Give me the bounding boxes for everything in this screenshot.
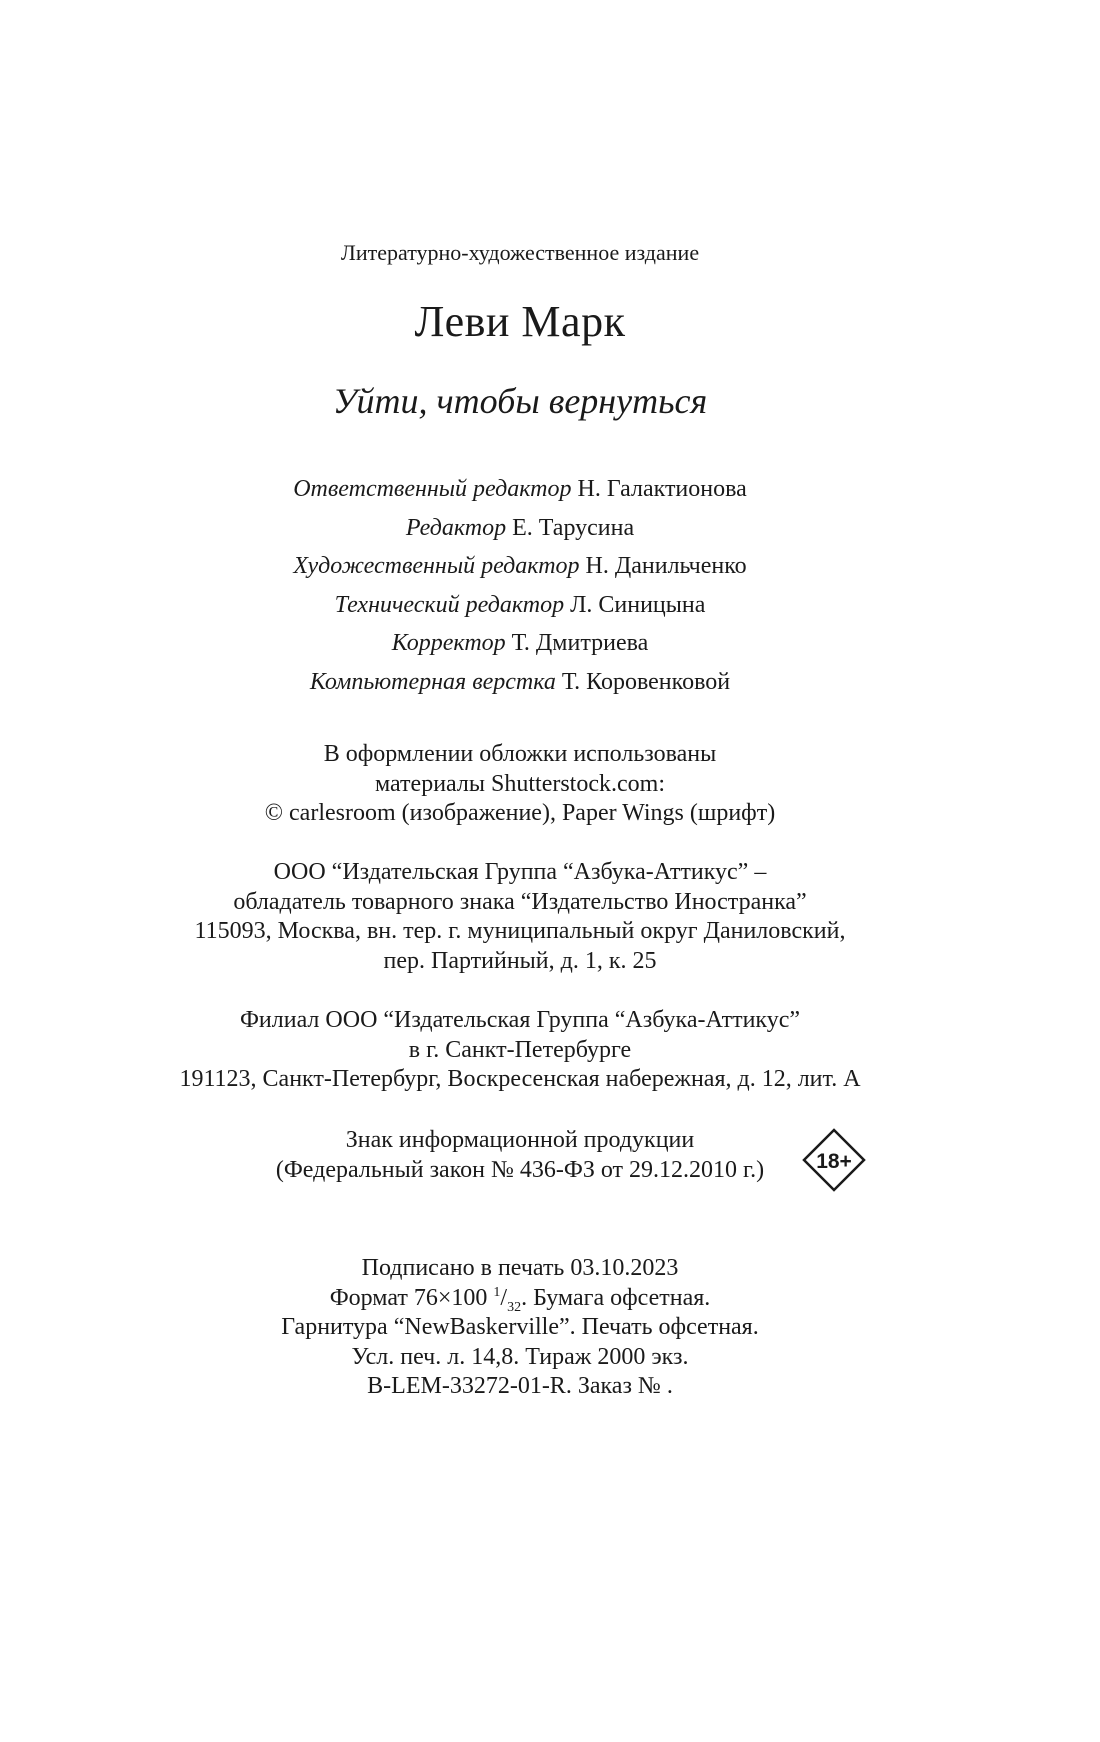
credit-person: Т. Коровенковой [561, 668, 731, 695]
credit-person: Т. Дмитриева [511, 630, 649, 656]
credit-role: Компьютерная верстка [309, 668, 556, 695]
cover-notes [0, 740, 1040, 829]
author-name: Леви Марк [414, 297, 626, 346]
branch-line: 191123, Санкт-Петербург, Воскресенская набережная, д. 12, лит. А [179, 1066, 861, 1092]
credit-line [0, 470, 1040, 509]
credit-line [0, 547, 1040, 586]
print-order: B-LEM-33272-01-R. Заказ № . [367, 1373, 673, 1399]
print-format [0, 1284, 1040, 1314]
credit-role: Ответственный редактор [293, 476, 572, 502]
credit-role: Технический редактор [334, 591, 565, 618]
credit-role: Редактор [405, 514, 507, 541]
print-details [0, 1254, 1040, 1402]
publisher-line: пер. Партийный, д. 1, к. 25 [383, 947, 657, 974]
age-rating-text: 18+ [816, 1150, 852, 1173]
info-sign-line: (Федеральный закон № 436-ФЗ от 29.12.2010 г.) [275, 1156, 765, 1183]
format-prefix: Формат 76×100 [329, 1284, 488, 1311]
book-title: Уйти, чтобы вернуться [332, 381, 708, 421]
credit-role: Художественный редактор [293, 553, 580, 579]
credit-line [0, 509, 1040, 548]
cover-note-line: © carlesroom (изображение), Paper Wings (шрифт) [264, 800, 776, 826]
credit-line [0, 663, 1040, 702]
credit-line [0, 586, 1040, 625]
publisher-line: обладатель товарного знака “Издательство Иностранка” [233, 888, 807, 915]
info-sign-notice [0, 1126, 1040, 1185]
branch-line: в г. Санкт-Петербурге [408, 1036, 632, 1063]
publisher-line: 115093, Москва, вн. тер. г. муниципальный округ Даниловский, [194, 918, 846, 944]
print-sheets: Усл. печ. л. 14,8. Тираж 2000 экз. [351, 1343, 689, 1370]
credit-person: Е. Тарусина [512, 514, 635, 541]
print-typeface: Гарнитура “NewBaskerville”. Печать офсетная. [281, 1314, 759, 1340]
credit-role: Корректор [391, 630, 506, 656]
format-numerator: 1 [493, 1284, 501, 1300]
publisher-info [0, 858, 1040, 976]
branch-info [0, 1006, 1040, 1095]
credits-list [0, 470, 1040, 701]
info-sign-line: Знак информационной продукции [345, 1127, 695, 1153]
age-rating-badge [802, 1128, 866, 1192]
edition-type: Литературно-художественное издание [340, 240, 700, 265]
print-signed: Подписано в печать 03.10.2023 [361, 1255, 679, 1281]
credit-person: Л. Синицына [570, 591, 706, 618]
branch-line: Филиал ООО “Издательская Группа “Азбука-Аттикус” [239, 1007, 801, 1033]
publisher-line: ООО “Издательская Группа “Азбука-Аттикус” – [273, 859, 767, 885]
format-separator: / [500, 1284, 508, 1311]
cover-note-line: материалы Shutterstock.com: [375, 770, 665, 797]
credit-line [0, 624, 1040, 663]
cover-note-line: В оформлении обложки использованы [323, 741, 717, 767]
credit-person: Н. Данильченко [585, 553, 747, 579]
format-suffix: . Бумага офсетная. [521, 1284, 711, 1311]
format-denominator: 32 [507, 1299, 522, 1315]
credit-person: Н. Галактионова [577, 476, 747, 502]
